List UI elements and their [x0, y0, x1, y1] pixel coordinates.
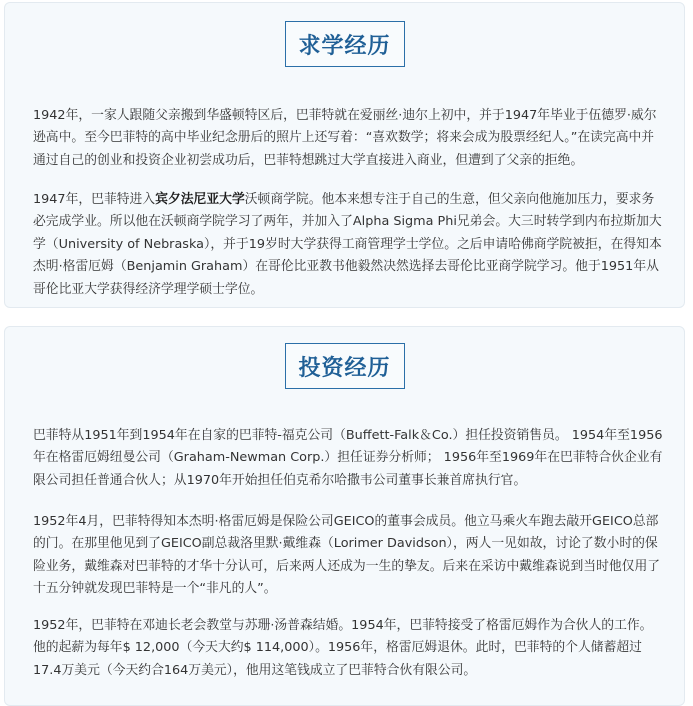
- paragraph: 巴菲特从1951年到1954年在自家的巴菲特-福克公司（Buffett-Falk＆Co.）担任投资销售员。 1954年至1956年在格雷厄姆纽曼公司（Graham-Newman Corp.）担任证券分析师； 1956年至1969年在巴菲特合伙企业有限公司担任普通合伙人；从1970年开始担任伯克希尔哈撒韦公司董事长兼首席执行官。: [33, 428, 663, 488]
- paragraph: 1952年4月，巴菲特得知本杰明·格雷厄姆是保险公司GEICO的董事会成员。他立马乘火车跑去敲开GEICO总部的门。在那里他见到了GEICO副总裁洛里默·戴维森（Lorimer Davidson），两人一见如故，讨论了数小时的保险业务，戴维森对巴菲特的才华十分认可，后来两人还成为一生的挚友。后来在采访中戴维森说到当时他仅用了十五分钟就发现巴菲特是一个“非凡的人”。: [33, 514, 661, 597]
- paragraph-text: 沃顿商学院。他本来想专注于自己的生意，但父亲向他施加压力，要求务必完成学业。所以他在沃顿商学院学习了两年，并加入了Alpha Sigma Phi兄弟会。大三时转学到内布拉斯加大学（University of Nebraska），并于19岁时大学获得工商管理学士学位。之后申请哈佛商学院被拒，在得知本杰明·格雷厄姆（Benjamin Graham）在哥伦比亚教书他毅然决然选择去哥伦比亚商学院学习。他于1951年从哥伦比亚大学获得经济学理学硕士学位。: [33, 192, 662, 297]
- section-title: 投资经历: [285, 343, 405, 389]
- paragraph-text: 1947年，巴菲特进入: [33, 192, 156, 207]
- paragraph: [33, 189, 665, 301]
- investment-section: [4, 326, 685, 706]
- paragraph: 1952年，巴菲特在邓迪长老会教堂与苏珊·汤普森结婚。1954年，巴菲特接受了格雷厄姆作为合伙人的工作。他的起薪为每年$ 12,000（今天大约$ 114,000）。1956年，格雷厄姆退休。此时，巴菲特的个人储蓄超过17.4万美元（今天约合164万美元），他用这笔钱成立了巴菲特合伙有限公司。: [33, 618, 653, 678]
- section-title: 求学经历: [285, 21, 405, 67]
- university-link[interactable]: 宾夕法尼亚大学: [155, 192, 245, 207]
- paragraph: 1942年，一家人跟随父亲搬到华盛顿特区后，巴菲特就在爱丽丝·迪尔上初中，并于1947年毕业于伍德罗·威尔逊高中。至今巴菲特的高中毕业纪念册后的照片上还写着：“喜欢数学；将来会成为股票经纪人。”在读完高中并通过自己的创业和投资企业初尝成功后，巴菲特想跳过大学直接进入商业，但遭到了父亲的拒绝。: [33, 108, 657, 168]
- education-section: [4, 2, 685, 308]
